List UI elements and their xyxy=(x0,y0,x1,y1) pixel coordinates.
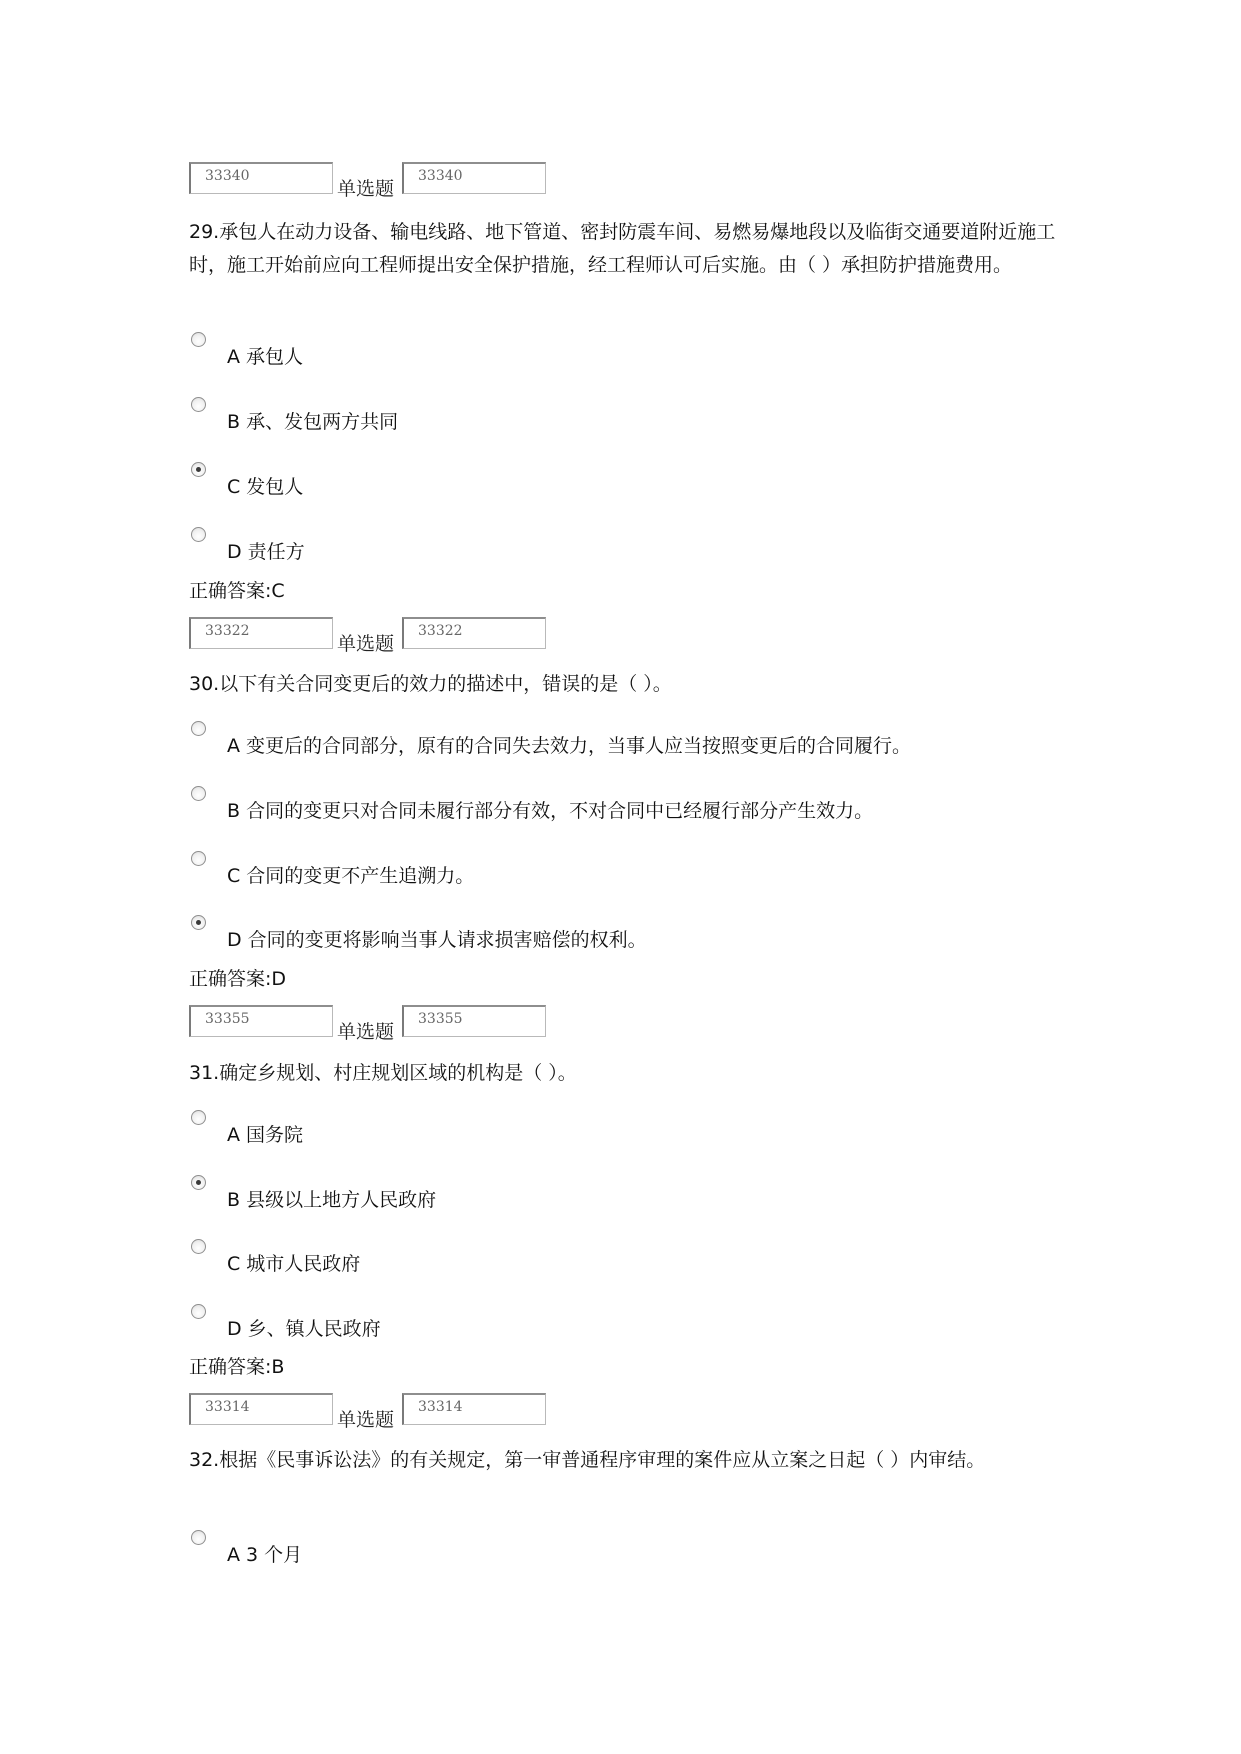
correct-answer: 正确答案:C xyxy=(189,580,285,602)
option-c[interactable] xyxy=(189,1239,1089,1279)
radio-icon[interactable] xyxy=(191,1530,206,1545)
radio-checked-icon[interactable] xyxy=(191,462,206,477)
option-c[interactable] xyxy=(189,462,1089,502)
radio-icon[interactable] xyxy=(191,397,206,412)
question-id-field: 33340 xyxy=(402,162,546,194)
question-text: 30.以下有关合同变更后的效力的描述中，错误的是（ ）。 xyxy=(189,673,672,695)
question-text: 29.承包人在动力设备、输电线路、地下管道、密封防震车间、易燃易爆地段以及临街交通要道附近施工时，施工开始前应向工程师提出安全保护措施，经工程师认可后实施。由（ ）承担防护措施费用。 xyxy=(189,221,1056,276)
option-d[interactable] xyxy=(189,527,1089,567)
option-label: A 承包人 xyxy=(227,346,304,368)
option-b[interactable] xyxy=(189,786,1089,826)
question-id-field: 33314 xyxy=(189,1393,333,1425)
radio-icon[interactable] xyxy=(191,332,206,347)
option-label: C 合同的变更不产生追溯力。 xyxy=(227,865,475,887)
question-type-label: 单选题 xyxy=(337,633,395,655)
option-label: D 合同的变更将影响当事人请求损害赔偿的权利。 xyxy=(227,929,647,951)
radio-icon[interactable] xyxy=(191,1304,206,1319)
radio-icon[interactable] xyxy=(191,527,206,542)
option-a[interactable] xyxy=(189,1110,1089,1150)
question-text: 31.确定乡规划、村庄规划区域的机构是（ ）。 xyxy=(189,1062,577,1084)
option-label: C 城市人民政府 xyxy=(227,1253,361,1275)
question-text: 32.根据《民事诉讼法》的有关规定，第一审普通程序审理的案件应从立案之日起（ ）内审结。 xyxy=(189,1449,986,1471)
radio-icon[interactable] xyxy=(191,1110,206,1125)
option-label: A 国务院 xyxy=(227,1124,304,1146)
question-type-label: 单选题 xyxy=(337,1021,395,1043)
option-label: B 县级以上地方人民政府 xyxy=(227,1189,437,1211)
radio-icon[interactable] xyxy=(191,721,206,736)
question-id-field: 33322 xyxy=(189,617,333,649)
radio-icon[interactable] xyxy=(191,786,206,801)
question-id-field: 33355 xyxy=(402,1005,546,1037)
option-c[interactable] xyxy=(189,851,1089,891)
option-label: C 发包人 xyxy=(227,476,304,498)
option-d[interactable] xyxy=(189,915,1089,955)
option-a[interactable] xyxy=(189,332,1089,372)
option-b[interactable] xyxy=(189,1175,1089,1215)
radio-icon[interactable] xyxy=(191,1239,206,1254)
option-a[interactable] xyxy=(189,1530,1089,1570)
question-id-field: 33322 xyxy=(402,617,546,649)
question-id-row xyxy=(189,1393,589,1433)
option-b[interactable] xyxy=(189,397,1089,437)
correct-answer: 正确答案:B xyxy=(189,1356,285,1378)
question-type-label: 单选题 xyxy=(337,1409,395,1431)
option-label: A 变更后的合同部分，原有的合同失去效力，当事人应当按照变更后的合同履行。 xyxy=(227,735,912,757)
option-label: B 承、发包两方共同 xyxy=(227,411,399,433)
question-id-row xyxy=(189,162,589,202)
question-type-label: 单选题 xyxy=(337,178,395,200)
question-id-row xyxy=(189,1005,589,1045)
question-id-field: 33314 xyxy=(402,1393,546,1425)
option-a[interactable] xyxy=(189,721,1089,761)
radio-checked-icon[interactable] xyxy=(191,915,206,930)
option-label: D 责任方 xyxy=(227,541,305,563)
correct-answer: 正确答案:D xyxy=(189,968,287,990)
question-id-field: 33340 xyxy=(189,162,333,194)
radio-icon[interactable] xyxy=(191,851,206,866)
option-d[interactable] xyxy=(189,1304,1089,1344)
radio-checked-icon[interactable] xyxy=(191,1175,206,1190)
option-label: B 合同的变更只对合同未履行部分有效，不对合同中已经履行部分产生效力。 xyxy=(227,800,874,822)
option-label: A 3 个月 xyxy=(227,1544,303,1566)
option-label: D 乡、镇人民政府 xyxy=(227,1318,381,1340)
question-id-row xyxy=(189,617,589,657)
question-id-field: 33355 xyxy=(189,1005,333,1037)
